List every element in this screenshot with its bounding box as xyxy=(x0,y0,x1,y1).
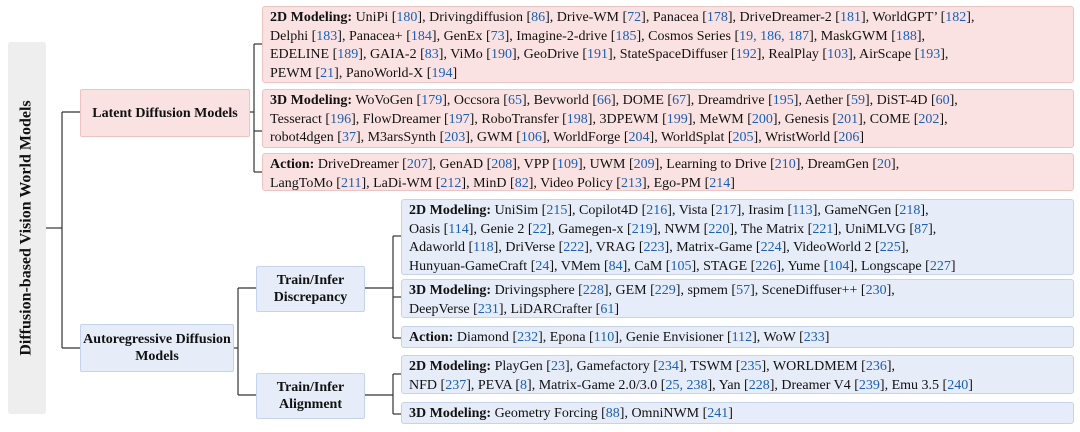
method-name: GAIA-2 xyxy=(369,47,421,62)
method-name: Drivingdiffusion xyxy=(429,10,527,25)
method-name: VideoWorld 2 xyxy=(793,240,876,255)
citation-link[interactable]: 82 xyxy=(514,175,529,191)
citation-link[interactable]: 183 xyxy=(316,28,338,44)
method-name: PEVA xyxy=(477,377,516,393)
citation-link[interactable]: 66 xyxy=(597,93,611,108)
leaf-line: Action: Diamond [232], Epona [110], Genie Envisioner [112], WoW [233] xyxy=(409,330,830,345)
citation-link[interactable]: 213 xyxy=(620,175,642,191)
citation-link[interactable]: 178 xyxy=(706,10,728,25)
citation-link[interactable]: 185 xyxy=(615,28,637,44)
citation-link[interactable]: 59 xyxy=(850,93,865,108)
method-name: UniMLVG xyxy=(844,221,910,237)
method-name: PlayGen xyxy=(494,359,547,374)
method-name: GEM xyxy=(615,283,651,298)
method-name: DiST-4D xyxy=(876,93,931,108)
method-name: Geometry Forcing xyxy=(494,406,602,421)
method-name: DeepVerse xyxy=(409,301,474,317)
citation-link[interactable]: 237 xyxy=(445,377,467,393)
leaf-line: EDELINE [189], GAIA-2 [83], ViMo [190], GeoDrive [191], StateSpaceDiffuser [192], RealPlay [103], AirScape [193], xyxy=(270,47,949,62)
citation-link[interactable]: 217 xyxy=(715,203,737,218)
method-name: Cosmos Series xyxy=(648,28,735,44)
citation-link[interactable]: 221 xyxy=(812,221,834,237)
method-name: FlowDreamer xyxy=(362,111,444,127)
citation-link[interactable]: 224 xyxy=(760,240,782,255)
method-name: DriveDreamer xyxy=(317,157,403,172)
citation-link[interactable]: 20 xyxy=(877,157,892,172)
citation-link[interactable]: 209 xyxy=(633,157,655,172)
method-name: DreamGen xyxy=(807,157,873,172)
citation-link[interactable]: 103 xyxy=(827,47,849,62)
citation-link[interactable]: 194 xyxy=(431,65,453,81)
citation-link[interactable]: 205 xyxy=(732,130,754,145)
citation-link[interactable]: 60 xyxy=(935,93,950,108)
method-name: UniPi xyxy=(355,10,392,25)
method-name: GameNGen xyxy=(824,203,895,218)
citation-link[interactable]: 228 xyxy=(748,377,770,393)
method-name: NWM xyxy=(664,221,704,237)
node-label: Train/Infer Discrepancy xyxy=(273,273,348,305)
method-name: RoboTransfer xyxy=(481,111,563,127)
leaf-alignment-2d-modeling xyxy=(401,355,1074,394)
citation-link[interactable]: 207 xyxy=(406,157,428,172)
method-name: UWM xyxy=(589,157,629,172)
method-name: RealPlay xyxy=(768,47,823,62)
method-name: Aether xyxy=(804,93,847,108)
citation-link[interactable]: 23 xyxy=(550,359,565,374)
method-name: GWM xyxy=(476,130,517,145)
method-name: MaskGWM xyxy=(820,28,892,44)
method-name: Panacea+ xyxy=(348,28,407,44)
method-name: Dreamer V4 xyxy=(781,377,855,393)
citation-link[interactable]: 87 xyxy=(914,221,929,237)
leaf-line: DeepVerse [231], LiDARCrafter [61] xyxy=(409,301,619,317)
method-name: DriVerse xyxy=(505,240,559,255)
leaf-line: 3D Modeling: Geometry Forcing [88], OmniNWM [241] xyxy=(409,406,733,421)
citation-link[interactable]: 204 xyxy=(628,130,650,145)
leaf-discrepancy-3d-modeling xyxy=(401,279,1074,318)
method-name: Adaworld xyxy=(409,240,469,255)
method-name: WoVoGen xyxy=(355,93,417,108)
method-name: EDELINE xyxy=(270,47,333,62)
citation-link[interactable]: 234 xyxy=(657,359,679,374)
citation-link[interactable]: 188 xyxy=(895,28,917,44)
leaf-line: Adaworld [118], DriVerse [222], VRAG [223], Matrix-Game [224], VideoWorld 2 [225], xyxy=(409,240,909,255)
method-name: Gamegen-x xyxy=(558,221,628,237)
citation-link[interactable]: 197 xyxy=(448,111,470,127)
citation-link[interactable]: 114 xyxy=(448,221,469,237)
citation-link[interactable]: 239 xyxy=(858,377,880,393)
leaf-line: 2D Modeling: PlayGen [23], Gamefactory [234], TSWM [235], WORLDMEM [236], xyxy=(409,359,896,374)
citation-link[interactable]: 73 xyxy=(490,28,505,44)
leaf-latent-2d-modeling xyxy=(262,6,1074,83)
category-label: 2D Modeling: xyxy=(409,203,492,218)
citation-link[interactable]: 226 xyxy=(755,258,777,274)
method-name: Learning to Drive xyxy=(666,157,771,172)
method-name: Genesis xyxy=(784,111,833,127)
citation-link[interactable]: 227 xyxy=(929,258,951,274)
citation-link[interactable]: 231 xyxy=(477,301,499,317)
method-name: GenAD xyxy=(439,157,487,172)
leaf-latent-action xyxy=(262,153,1074,191)
method-name: LangToMo xyxy=(270,175,337,191)
citation-link[interactable]: 192 xyxy=(735,47,757,62)
method-name: WorldForge xyxy=(553,130,624,145)
method-name: UniSim xyxy=(494,203,542,218)
leaf-line: 3D Modeling: Drivingsphere [228], GEM [229], spmem [57], SceneDiffuser++ [230], xyxy=(409,283,895,298)
method-name: Matrix-Game xyxy=(676,240,756,255)
citation-link[interactable]: 206 xyxy=(838,130,860,145)
method-name: Tesseract xyxy=(270,111,326,127)
method-name: ViMo xyxy=(450,47,487,62)
citation-link[interactable]: 72 xyxy=(627,10,642,25)
leaf-line: 2D Modeling: UniSim [215], Copilot4D [216], Vista [217], Irasim [113], GameNGen [218], xyxy=(409,203,929,218)
citation-link[interactable]: 88 xyxy=(605,406,620,421)
method-name: StateSpaceDiffuser xyxy=(619,47,732,62)
leaf-line: NFD [237], PEVA [8], Matrix-Game 2.0/3.0 [25, 238], Yan [228], Dreamer V4 [239], Emu 3.5 [240] xyxy=(409,377,973,393)
method-name: Genie Envisioner xyxy=(625,330,727,345)
citation-link[interactable]: 179 xyxy=(421,93,443,108)
node-latent-diffusion xyxy=(80,89,250,137)
citation-link[interactable]: 230 xyxy=(865,283,887,298)
citation-link[interactable]: 200 xyxy=(751,111,773,127)
citation-link[interactable]: 211 xyxy=(340,175,362,191)
leaf-line: Hunyuan-GameCraft [24], VMem [84], CaM [105], STAGE [226], Yume [104], Longscape [227] xyxy=(409,258,956,274)
citation-link[interactable]: 232 xyxy=(517,330,539,345)
method-name: Diamond xyxy=(456,330,513,345)
method-name: Dreamdrive xyxy=(697,93,769,108)
citation-link[interactable]: 106 xyxy=(520,130,542,145)
leaf-line: 3D Modeling: WoVoGen [179], Occsora [65], Bevworld [66], DOME [67], Dreamdrive [195], Aether [59], DiST-4D [60], xyxy=(270,93,958,108)
citation-link[interactable]: 22 xyxy=(532,221,547,237)
method-name: Ego-PM xyxy=(653,175,705,191)
node-train-infer-alignment xyxy=(256,373,365,419)
category-label: 2D Modeling: xyxy=(409,359,492,374)
citation-link[interactable]: 214 xyxy=(709,175,731,191)
citation-link[interactable]: 110 xyxy=(593,330,615,345)
method-name: GenEx xyxy=(443,28,486,44)
citation-link[interactable]: 229 xyxy=(654,283,676,298)
method-name: Matrix-Game 2.0/3.0 xyxy=(538,377,661,393)
citation-link[interactable]: 118 xyxy=(473,240,494,255)
leaf-line: Oasis [114], Genie 2 [22], Gamegen-x [219], NWM [220], The Matrix [221], UniMLVG [87], xyxy=(409,221,937,237)
method-name: Yan xyxy=(718,377,745,393)
citation-link[interactable]: 184 xyxy=(410,28,432,44)
method-name: MinD xyxy=(473,175,511,191)
method-name: WorldGPT’ xyxy=(872,10,941,25)
citation-link[interactable]: 236 xyxy=(865,359,887,374)
method-name: DOME xyxy=(622,93,668,108)
citation-link[interactable]: 218 xyxy=(899,203,921,218)
method-name: Yume xyxy=(787,258,824,274)
citation-link[interactable]: 113 xyxy=(792,203,813,218)
citation-link[interactable]: 193 xyxy=(919,47,941,62)
citation-link[interactable]: 225 xyxy=(879,240,901,255)
citation-link[interactable]: 228 xyxy=(582,283,604,298)
category-label: Action: xyxy=(409,330,454,345)
leaf-line: Action: DriveDreamer [207], GenAD [208], VPP [109], UWM [209], Learning to Drive [210], DreamGen [20], xyxy=(270,157,900,172)
citation-link[interactable]: 112 xyxy=(731,330,753,345)
method-name: TSWM xyxy=(690,359,736,374)
citation-link[interactable]: 181 xyxy=(839,10,861,25)
leaf-line: Delphi [183], Panacea+ [184], GenEx [73], Imagine-2-drive [185], Cosmos Series [19, 186, 187], MaskGWM [188], xyxy=(270,28,926,44)
method-name: AirScape xyxy=(858,47,915,62)
citation-link[interactable]: 61 xyxy=(600,301,615,317)
leaf-line: 2D Modeling: UniPi [180], Drivingdiffusion [86], Drive-WM [72], Panacea [178], DriveDreamer-2 [181], WorldGPT’ [182], xyxy=(270,10,975,25)
root-node xyxy=(8,42,46,414)
citation-link[interactable]: 21 xyxy=(320,65,335,81)
method-name: PEWM xyxy=(270,65,316,81)
category-label: 3D Modeling: xyxy=(270,93,353,108)
leaf-alignment-3d-modeling xyxy=(401,402,1074,424)
method-name: Panacea xyxy=(652,10,703,25)
citation-link[interactable]: 86 xyxy=(531,10,546,25)
citation-link[interactable]: 180 xyxy=(396,10,418,25)
citation-link[interactable]: 8 xyxy=(520,377,528,393)
citation-link[interactable]: 191 xyxy=(587,47,609,62)
node-label: Train/Infer Alignment xyxy=(276,380,345,412)
citation-link[interactable]: 109 xyxy=(557,157,578,172)
citation-link[interactable]: 199 xyxy=(666,111,688,127)
citation-link[interactable]: 212 xyxy=(440,175,462,191)
citation-link[interactable]: 105 xyxy=(670,258,692,274)
category-label: 3D Modeling: xyxy=(409,406,492,421)
method-name: WristWorld xyxy=(764,130,834,145)
citation-link[interactable]: 196 xyxy=(330,111,352,127)
method-name: MeWM xyxy=(699,111,748,127)
leaf-latent-3d-modeling xyxy=(262,89,1074,148)
method-name: Genie 2 xyxy=(480,221,528,237)
citation-link[interactable]: 233 xyxy=(803,330,825,345)
method-name: WORLDMEM xyxy=(772,359,862,374)
method-name: SceneDiffuser++ xyxy=(761,283,861,298)
method-name: Oasis xyxy=(409,221,444,237)
citation-link[interactable]: 189 xyxy=(337,47,359,62)
method-name: GeoDrive xyxy=(523,47,583,62)
citation-link[interactable]: 24 xyxy=(535,258,550,274)
method-name: PanoWorld-X xyxy=(345,65,427,81)
citation-link[interactable]: 235 xyxy=(740,359,762,374)
method-name: WorldSplat xyxy=(660,130,728,145)
category-label: 2D Modeling: xyxy=(270,10,353,25)
leaf-line: Tesseract [196], FlowDreamer [197], RoboTransfer [198], 3DPEWM [199], MeWM [200], Genesis [201], COME [202], xyxy=(270,111,948,127)
method-name: CaM xyxy=(634,258,666,274)
category-label: Action: xyxy=(270,157,315,172)
citation-link[interactable]: 215 xyxy=(546,203,568,218)
citation-link[interactable]: 210 xyxy=(774,157,796,172)
method-name: Gamefactory xyxy=(576,359,654,374)
method-name: VRAG xyxy=(595,240,639,255)
citation-link[interactable]: 241 xyxy=(707,406,729,421)
leaf-discrepancy-action xyxy=(401,326,1074,348)
citation-link[interactable]: 190 xyxy=(490,47,512,62)
citation-link[interactable]: 240 xyxy=(947,377,969,393)
method-name: Occsora xyxy=(453,93,504,108)
citation-link[interactable]: 195 xyxy=(772,93,794,108)
method-name: STAGE xyxy=(703,258,751,274)
root-label: Diffusion-based Vision World Models xyxy=(18,100,35,356)
method-name: Longscape xyxy=(860,258,926,274)
method-name: Delphi xyxy=(270,28,312,44)
node-label: Autoregressive Diffusion Models xyxy=(83,332,231,364)
method-name: Video Policy xyxy=(540,175,617,191)
node-label: Latent Diffusion Models xyxy=(92,105,238,121)
category-label: 3D Modeling: xyxy=(409,283,492,298)
method-name: Bevworld xyxy=(533,93,593,108)
citation-link[interactable]: 19, 186, 187 xyxy=(739,28,810,44)
citation-link[interactable]: 216 xyxy=(646,203,668,218)
method-name: NFD xyxy=(409,377,441,393)
method-name: Epona xyxy=(549,330,590,345)
method-name: COME xyxy=(869,111,914,127)
method-name: LiDARCrafter xyxy=(510,301,596,317)
method-name: The Matrix xyxy=(740,221,808,237)
citation-link[interactable]: 67 xyxy=(672,93,687,108)
citation-link[interactable]: 104 xyxy=(828,258,850,274)
citation-link[interactable]: 202 xyxy=(918,111,940,127)
citation-link[interactable]: 25, 238 xyxy=(665,377,708,393)
citation-link[interactable]: 220 xyxy=(708,221,730,237)
citation-link[interactable]: 201 xyxy=(837,111,859,127)
citation-link[interactable]: 198 xyxy=(566,111,588,127)
method-name: Irasim xyxy=(748,203,788,218)
citation-link[interactable]: 83 xyxy=(424,47,439,62)
method-name: Emu 3.5 xyxy=(891,377,943,393)
method-name: Vista xyxy=(678,203,711,218)
method-name: Imagine-2-drive xyxy=(516,28,611,44)
method-name: Hunyuan-GameCraft xyxy=(409,258,531,274)
method-name: OmniNWM xyxy=(631,406,703,421)
method-name: LaDi-WM xyxy=(373,175,436,191)
citation-link[interactable]: 182 xyxy=(945,10,967,25)
citation-link[interactable]: 223 xyxy=(643,240,665,255)
leaf-line: robot4dgen [37], M3arsSynth [203], GWM [106], WorldForge [204], WorldSplat [205], WristWorld [206] xyxy=(270,130,864,145)
method-name: M3arsSynth xyxy=(367,130,440,145)
node-train-infer-discrepancy xyxy=(256,266,365,312)
leaf-line: PEWM [21], PanoWorld-X [194] xyxy=(270,65,458,81)
method-name: 3DPEWM xyxy=(599,111,663,127)
method-name: DriveDreamer-2 xyxy=(739,10,836,25)
method-name: VPP xyxy=(523,157,553,172)
citation-link[interactable]: 208 xyxy=(491,157,513,172)
leaf-line: LangToMo [211], LaDi-WM [212], MinD [82], Video Policy [213], Ego-PM [214] xyxy=(270,175,735,191)
method-name: robot4dgen xyxy=(270,130,338,145)
citation-link[interactable]: 57 xyxy=(736,283,751,298)
method-name: VMem xyxy=(560,258,604,274)
method-name: Copilot4D xyxy=(578,203,642,218)
method-name: spmem xyxy=(687,283,732,298)
node-autoregressive-diffusion xyxy=(80,324,234,372)
method-name: WoW xyxy=(763,330,800,345)
citation-link[interactable]: 219 xyxy=(631,221,653,237)
citation-link[interactable]: 203 xyxy=(444,130,466,145)
citation-link[interactable]: 65 xyxy=(507,93,522,108)
leaf-discrepancy-2d-modeling xyxy=(401,199,1074,275)
citation-link[interactable]: 84 xyxy=(608,258,623,274)
method-name: Drivingsphere xyxy=(494,283,579,298)
method-name: Drive-WM xyxy=(556,10,623,25)
citation-link[interactable]: 222 xyxy=(563,240,585,255)
citation-link[interactable]: 37 xyxy=(341,130,356,145)
